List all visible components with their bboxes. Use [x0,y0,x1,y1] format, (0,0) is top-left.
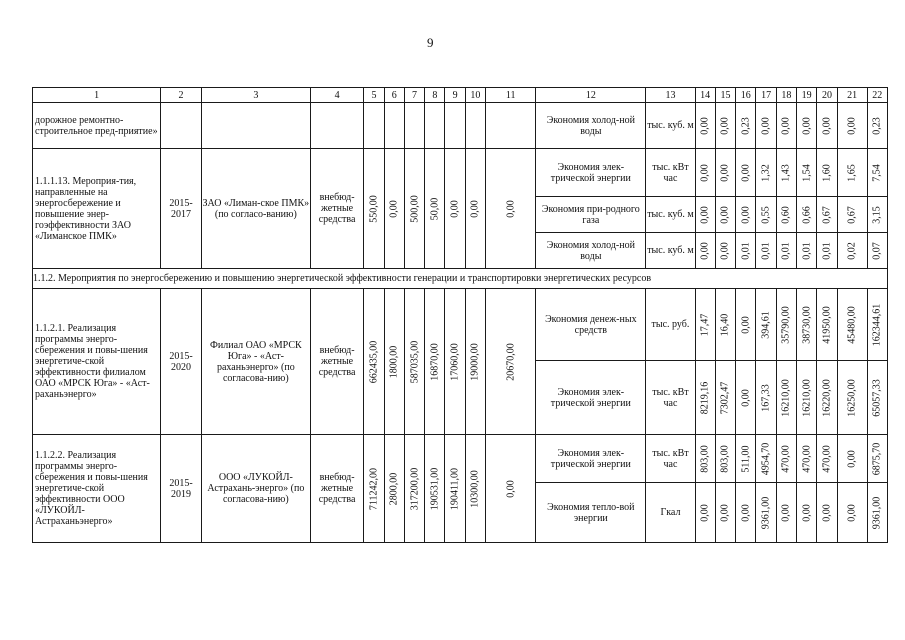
cell-value: 394,61 [760,310,772,339]
executor-cell: ООО «ЛУКОЙЛ-Астрахань-энерго» (по согласова-нию) [201,435,310,543]
cell-value: 0,00 [699,241,711,260]
header-row [33,88,888,103]
unit-cell: тыс. кВт час [646,149,695,197]
empty-cell [310,103,363,149]
indicator-value-cell [817,483,837,543]
cell-value: 50,00 [429,197,441,220]
cell-value: 1,54 [801,163,813,182]
indicator-value-cell [776,483,796,543]
cell-value: 500,00 [409,194,421,223]
period-cell: 2015-2020 [161,289,202,435]
indicator-value-cell [756,149,776,197]
cell-value: 1,60 [821,163,833,182]
funding-value-cell [425,149,445,269]
cell-value: 470,00 [801,444,813,473]
indicator-value-cell [736,233,756,269]
cell-value: 0,00 [505,199,517,218]
funding-value-cell [404,435,424,543]
cell-value: 0,00 [449,199,461,218]
empty-cell [364,103,384,149]
cell-value: 470,00 [821,444,833,473]
indicator-value-cell [837,483,867,543]
table-row [33,435,888,483]
funding-value-cell [404,289,424,435]
program-table [32,87,888,543]
funding-value-cell [425,289,445,435]
funding-value-cell [445,149,465,269]
cell-value: 19000,00 [469,342,481,381]
funding-value-cell [425,435,445,543]
indicator-value-cell [867,289,887,361]
cell-value: 0,67 [846,205,858,224]
header-cell: 16 [736,88,756,103]
indicator-value-cell [867,197,887,233]
indicator-value-cell [797,233,817,269]
indicator-value-cell [715,233,735,269]
funding-value-cell [445,435,465,543]
cell-value: 587035,00 [409,340,421,383]
funding-value-cell [486,289,536,435]
measure-name-cell: 1.1.2.1. Реализация программы энерго-сбережения и повы-шения энергетиче-ской эффективности филиалом ОАО «МРСК Юга» - «Аст-раханьэнерго» [33,289,161,435]
indicator-value-cell [817,233,837,269]
cell-value: 0,00 [740,388,752,407]
header-cell: 11 [486,88,536,103]
cell-value: 0,00 [699,205,711,224]
funding-value-cell [384,289,404,435]
cell-value: 0,00 [801,503,813,522]
period-cell: 2015-2019 [161,435,202,543]
indicator-value-cell [756,103,776,149]
indicator-value-cell [776,197,796,233]
cell-value: 0,23 [740,116,752,135]
period-cell: 2015-2017 [161,149,202,269]
table-row [33,149,888,197]
cell-value: 9361,00 [871,496,883,529]
empty-cell [465,103,485,149]
indicator-value-cell [756,233,776,269]
funding-value-cell [486,149,536,269]
header-cell: 20 [817,88,837,103]
funding-value-cell [364,149,384,269]
cell-value: 0,66 [801,205,813,224]
header-cell: 18 [776,88,796,103]
cell-value: 0,01 [821,241,833,260]
cell-value: 0,01 [801,241,813,260]
measure-name-cell: 1.1.2.2. Реализация программы энерго-сбережения и повы-шения энергетиче-ской эффективности ООО «ЛУКОЙЛ-Астраханьэнерго» [33,435,161,543]
indicator-name-cell: Экономия тепло-вой энергии [536,483,646,543]
indicator-value-cell [837,197,867,233]
unit-cell: тыс. руб. [646,289,695,361]
cell-value: 16250,00 [846,378,858,417]
cell-value: 1,32 [760,163,772,182]
indicator-name-cell: Экономия денеж-ных средств [536,289,646,361]
indicator-value-cell [776,361,796,435]
empty-cell [425,103,445,149]
indicator-value-cell [695,483,715,543]
empty-cell [384,103,404,149]
header-cell: 8 [425,88,445,103]
indicator-value-cell [695,361,715,435]
indicator-value-cell [837,149,867,197]
header-cell: 6 [384,88,404,103]
header-cell: 13 [646,88,695,103]
indicator-value-cell [756,197,776,233]
cell-value: 803,00 [699,444,711,473]
cell-value: 0,00 [699,503,711,522]
cell-value: 16870,00 [429,342,441,381]
cell-value: 190531,00 [429,467,441,510]
header-cell: 5 [364,88,384,103]
indicator-value-cell [715,289,735,361]
cell-value: 0,23 [871,116,883,135]
empty-cell [201,103,310,149]
indicator-value-cell [867,233,887,269]
cell-value: 0,55 [760,205,772,224]
indicator-value-cell [695,149,715,197]
cell-value: 167,33 [760,383,772,412]
indicator-value-cell [797,289,817,361]
cell-value: 550,00 [368,194,380,223]
indicator-value-cell [715,149,735,197]
indicator-value-cell [837,233,867,269]
cell-value: 65057,33 [871,378,883,417]
funding-value-cell [465,435,485,543]
indicator-value-cell [837,103,867,149]
executor-cell: ЗАО «Лиман-ское ПМК» (по согласо-ванию) [201,149,310,269]
funding-value-cell [465,289,485,435]
header-cell: 1 [33,88,161,103]
indicator-value-cell [867,149,887,197]
section-title-cell: 1.1.2. Мероприятия по энергосбережению и повышению энергетической эффективности генерации и транспортировки энергетических ресурсов [33,269,888,289]
indicator-name-cell: Экономия при-родного газа [536,197,646,233]
cell-value: 511,00 [740,444,752,473]
unit-cell: Гкал [646,483,695,543]
cell-value: 45480,00 [846,305,858,344]
cell-value: 10300,00 [469,469,481,508]
unit-cell: тыс. куб. м [646,103,695,149]
cell-value: 0,00 [388,199,400,218]
cell-value: 0,00 [846,503,858,522]
funding-source-cell: внебюд-жетные средства [310,149,363,269]
cell-value: 0,00 [740,205,752,224]
cell-value: 1800,00 [388,345,400,378]
header-cell: 9 [445,88,465,103]
header-cell: 19 [797,88,817,103]
header-cell: 22 [867,88,887,103]
measure-name-cell: дорожное ремонтно-строительное пред-приятие» [33,103,161,149]
indicator-value-cell [797,361,817,435]
indicator-value-cell [695,197,715,233]
table-row [33,289,888,361]
cell-value: 35790,00 [780,305,792,344]
cell-value: 17,47 [699,313,711,336]
indicator-value-cell [797,483,817,543]
indicator-name-cell: Экономия холод-ной воды [536,233,646,269]
header-cell: 14 [695,88,715,103]
cell-value: 0,00 [740,163,752,182]
cell-value: 0,00 [821,503,833,522]
cell-value: 0,00 [780,503,792,522]
header-cell: 7 [404,88,424,103]
indicator-value-cell [715,103,735,149]
cell-value: 1,43 [780,163,792,182]
indicator-value-cell [736,289,756,361]
indicator-value-cell [736,103,756,149]
indicator-value-cell [776,233,796,269]
indicator-value-cell [867,483,887,543]
indicator-value-cell [817,149,837,197]
cell-value: 0,00 [846,449,858,468]
indicator-value-cell [756,361,776,435]
cell-value: 0,00 [505,479,517,498]
header-cell: 2 [161,88,202,103]
indicator-value-cell [736,483,756,543]
indicator-value-cell [736,149,756,197]
table-row [33,103,888,149]
cell-value: 9361,00 [760,496,772,529]
cell-value: 16210,00 [801,378,813,417]
cell-value: 0,00 [469,199,481,218]
cell-value: 711242,00 [368,467,380,510]
funding-value-cell [384,435,404,543]
cell-value: 6875,70 [871,442,883,475]
indicator-name-cell: Экономия холод-ной воды [536,103,646,149]
cell-value: 0,00 [801,116,813,135]
indicator-value-cell [756,483,776,543]
funding-value-cell [384,149,404,269]
cell-value: 38730,00 [801,305,813,344]
empty-cell [404,103,424,149]
cell-value: 7,54 [871,163,883,182]
indicator-value-cell [715,361,735,435]
cell-value: 0,00 [719,116,731,135]
measure-name-cell: 1.1.1.13. Мероприя-тия, направленные на энергосбережение и повышение энер-гоэффективности ЗАО «Лиманское ПМК» [33,149,161,269]
indicator-value-cell [867,361,887,435]
header-cell: 12 [536,88,646,103]
empty-cell [445,103,465,149]
indicator-value-cell [715,435,735,483]
cell-value: 3,15 [871,205,883,224]
indicator-value-cell [776,149,796,197]
unit-cell: тыс. куб. м [646,197,695,233]
cell-value: 0,07 [871,241,883,260]
indicator-value-cell [736,197,756,233]
cell-value: 0,00 [699,163,711,182]
indicator-value-cell [736,361,756,435]
cell-value: 0,00 [821,116,833,135]
indicator-value-cell [817,435,837,483]
cell-value: 41950,00 [821,305,833,344]
unit-cell: тыс. кВт час [646,361,695,435]
cell-value: 0,00 [719,503,731,522]
indicator-value-cell [695,103,715,149]
cell-value: 0,01 [780,241,792,260]
cell-value: 4954,70 [760,442,772,475]
section-row [33,269,888,289]
cell-value: 0,02 [846,241,858,260]
cell-value: 2800,00 [388,472,400,505]
cell-value: 162344,61 [871,303,883,346]
cell-value: 16210,00 [780,378,792,417]
header-cell: 17 [756,88,776,103]
indicator-value-cell [756,289,776,361]
executor-cell: Филиал ОАО «МРСК Юга» - «Аст-раханьэнерго» (по согласова-нию) [201,289,310,435]
indicator-value-cell [797,103,817,149]
funding-value-cell [404,149,424,269]
indicator-value-cell [695,435,715,483]
empty-cell [486,103,536,149]
funding-value-cell [486,435,536,543]
cell-value: 16220,00 [821,378,833,417]
indicator-value-cell [776,103,796,149]
indicator-value-cell [715,483,735,543]
indicator-value-cell [797,149,817,197]
indicator-value-cell [837,361,867,435]
funding-value-cell [364,289,384,435]
indicator-value-cell [695,289,715,361]
cell-value: 0,00 [740,315,752,334]
funding-value-cell [364,435,384,543]
indicator-value-cell [695,233,715,269]
unit-cell: тыс. куб. м [646,233,695,269]
header-cell: 21 [837,88,867,103]
indicator-value-cell [817,289,837,361]
cell-value: 470,00 [780,444,792,473]
indicator-name-cell: Экономия элек-трической энергии [536,361,646,435]
indicator-value-cell [776,435,796,483]
cell-value: 190411,00 [449,467,461,510]
indicator-value-cell [817,103,837,149]
cell-value: 0,00 [846,116,858,135]
cell-value: 0,00 [699,116,711,135]
page-number: 9 [427,35,434,50]
indicator-value-cell [867,435,887,483]
indicator-name-cell: Экономия элек-трической энергии [536,149,646,197]
cell-value: 803,00 [719,444,731,473]
indicator-value-cell [817,197,837,233]
indicator-value-cell [837,435,867,483]
cell-value: 0,01 [740,241,752,260]
indicator-name-cell: Экономия элек-трической энергии [536,435,646,483]
cell-value: 1,65 [846,163,858,182]
cell-value: 0,01 [760,241,772,260]
unit-cell: тыс. кВт час [646,435,695,483]
indicator-value-cell [797,197,817,233]
funding-value-cell [445,289,465,435]
cell-value: 17060,00 [449,342,461,381]
indicator-value-cell [776,289,796,361]
cell-value: 7302,47 [719,381,731,414]
cell-value: 0,67 [821,205,833,224]
cell-value: 0,00 [780,116,792,135]
indicator-value-cell [837,289,867,361]
cell-value: 0,00 [760,116,772,135]
funding-source-cell: внебюд-жетные средства [310,435,363,543]
cell-value: 0,60 [780,205,792,224]
cell-value: 0,00 [719,163,731,182]
cell-value: 662435,00 [368,340,380,383]
cell-value: 0,00 [719,205,731,224]
header-cell: 4 [310,88,363,103]
cell-value: 8219,16 [699,381,711,414]
cell-value: 0,00 [719,241,731,260]
indicator-value-cell [756,435,776,483]
indicator-value-cell [797,435,817,483]
cell-value: 16,40 [719,313,731,336]
cell-value: 0,00 [740,503,752,522]
funding-value-cell [465,149,485,269]
cell-value: 317200,00 [409,467,421,510]
indicator-value-cell [867,103,887,149]
cell-value: 20670,00 [505,342,517,381]
indicator-value-cell [715,197,735,233]
indicator-value-cell [736,435,756,483]
header-cell: 10 [465,88,485,103]
funding-source-cell: внебюд-жетные средства [310,289,363,435]
header-cell: 15 [715,88,735,103]
indicator-value-cell [817,361,837,435]
header-cell: 3 [201,88,310,103]
empty-cell [161,103,202,149]
